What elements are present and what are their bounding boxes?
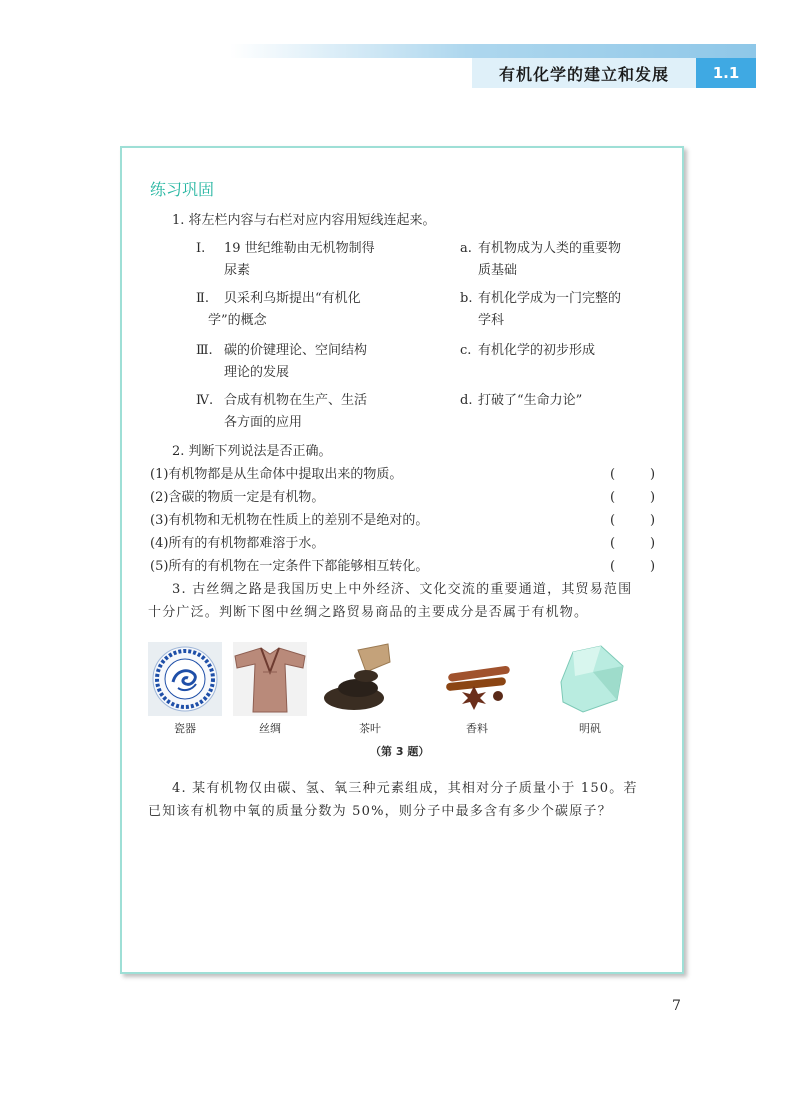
q2-answer-close-3: ) — [650, 513, 656, 528]
silk-robe-icon — [233, 642, 307, 716]
q1-left-num-4: Ⅳ. — [196, 393, 214, 408]
q2-answer-open-3: ( — [610, 513, 616, 528]
chapter-header — [472, 58, 756, 88]
caption-porcelain: 瓷器 — [174, 722, 196, 735]
tea-leaves-icon — [318, 642, 392, 716]
q1-left-3-line2: 理论的发展 — [224, 365, 290, 380]
q2-answer-open-2: ( — [610, 490, 616, 505]
caption-tea: 茶叶 — [359, 722, 381, 735]
q1-left-num-1: Ⅰ. — [196, 241, 206, 256]
q1-right-a-line1: 有机物成为人类的重要物 — [478, 241, 622, 256]
q1-right-c-line1: 有机化学的初步形成 — [478, 343, 596, 358]
q1-right-num-b: b. — [460, 291, 473, 306]
q1-left-3-line1: 碳的价键理论、空间结构 — [224, 343, 368, 358]
q2-answer-close-5: ) — [650, 559, 656, 574]
q2-answer-open-1: ( — [610, 467, 616, 482]
q2-statement-3: (3)有机物和无机物在性质上的差别不是绝对的。 — [150, 513, 429, 528]
q1-right-b-line1: 有机化学成为一门完整的 — [478, 291, 622, 306]
exercise-title: 练习巩固 — [150, 180, 215, 199]
alum-crystal-icon — [553, 642, 627, 716]
q1-left-2-line2: 学”的概念 — [208, 313, 267, 328]
porcelain-plate-icon — [148, 642, 222, 716]
q1-prompt: 1. 将左栏内容与右栏对应内容用短线连起来。 — [172, 213, 436, 228]
caption-spices: 香料 — [466, 722, 488, 735]
q3-text-line1: 3. 古丝绸之路是我国历史上中外经济、文化交流的重要通道，其贸易范围 — [172, 582, 633, 597]
q1-right-num-c: c. — [460, 343, 472, 358]
q2-statement-2: (2)含碳的物质一定是有机物。 — [150, 490, 325, 505]
q2-answer-close-1: ) — [650, 467, 656, 482]
q3-text-line2: 十分广泛。判断下图中丝绸之路贸易商品的主要成分是否属于有机物。 — [148, 605, 589, 620]
q1-right-d-line1: 打破了“生命力论” — [478, 393, 583, 408]
q2-answer-close-4: ) — [650, 536, 656, 551]
q1-right-num-a: a. — [460, 241, 472, 256]
q4-text-line2: 已知该有机物中氧的质量分数为 50%，则分子中最多含有多少个碳原子？ — [148, 804, 612, 819]
q2-prompt: 2. 判断下列说法是否正确。 — [172, 444, 332, 459]
header-gradient-strip — [230, 44, 756, 58]
section-title: 有机化学的建立和发展 — [472, 58, 696, 88]
q1-right-num-d: d. — [460, 393, 473, 408]
q2-statement-4: (4)所有的有机物都难溶于水。 — [150, 536, 325, 551]
q1-left-num-2: Ⅱ. — [196, 291, 209, 306]
caption-silk: 丝绸 — [259, 722, 281, 735]
figure-label: （第 3 题） — [370, 745, 430, 758]
spices-icon — [440, 642, 514, 716]
q2-statement-1: (1)有机物都是从生命体中提取出来的物质。 — [150, 467, 403, 482]
q2-answer-open-4: ( — [610, 536, 616, 551]
q2-answer-open-5: ( — [610, 559, 616, 574]
q1-left-num-3: Ⅲ. — [196, 343, 213, 358]
q1-left-1-line1: 19 世纪维勒由无机物制得 — [224, 241, 375, 256]
page-number: 7 — [672, 998, 681, 1014]
section-number: 1.1 — [696, 58, 756, 88]
q4-text-line1: 4. 某有机物仅由碳、氢、氧三种元素组成，其相对分子质量小于 150。若 — [172, 781, 638, 796]
q2-answer-close-2: ) — [650, 490, 656, 505]
q2-statement-5: (5)所有的有机物在一定条件下都能够相互转化。 — [150, 559, 429, 574]
q1-right-a-line2: 质基础 — [478, 263, 518, 278]
q1-left-1-line2: 尿素 — [224, 263, 251, 278]
q1-left-4-line1: 合成有机物在生产、生活 — [224, 393, 368, 408]
q1-left-4-line2: 各方面的应用 — [224, 415, 303, 430]
caption-alum: 明矾 — [579, 722, 601, 735]
q1-right-b-line2: 学科 — [478, 313, 505, 328]
q1-left-2-line1: 贝采利乌斯提出“有机化 — [224, 291, 361, 306]
